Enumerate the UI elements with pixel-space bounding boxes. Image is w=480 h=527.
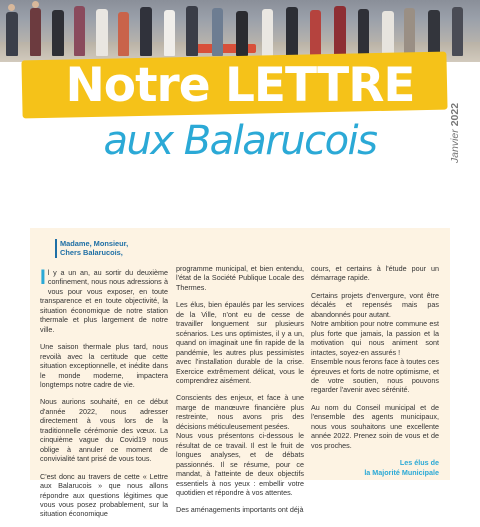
letter-salutation <box>55 239 180 258</box>
letter-paragraph: Notre ambition pour notre commune est plus forte que jamais, la passion et la motivation qui nous animent sont intactes, soyez-en assurés ! <box>311 319 439 357</box>
letter-paragraph: C'est donc au travers de cette « Lettre aux Balarucois » que nous allons répondre aux questions légitimes que vous vous posez probablement, sur la situation économique <box>40 471 168 519</box>
letter-paragraph: Nous vous présentons ci-dessous le résultat de ce travail. Il est le fruit de longues analyses, et de débats passionnés. Il se résume, pour ce mandat, à l'atteinte de deux objectifs essentiels à nos yeux : embellir votre quotidien et répondre à vos attentes. <box>176 431 304 497</box>
letter-paragraph: Certains projets d'envergure, vont être décalés et repensés mais pas abandonnés pour autant. <box>311 290 439 319</box>
page-title: Notre LETTRE <box>65 58 415 113</box>
page-subtitle: aux Balarucois <box>103 118 377 164</box>
signature-line: la Majorité Municipale <box>364 467 439 477</box>
letter-column-2 <box>176 264 304 523</box>
letter-paragraph: Nous aurions souhaité, en ce début d'année 2022, nous adresser directement à vous lors de la traditionnelle cérémonie des vœux. La cinquième vague du Covid19 nous oblige à annuler ce moment de convivialité tant prisé de vous tous. <box>40 397 168 464</box>
letter-signature <box>311 458 439 477</box>
letter-paragraph: Il y a un an, au sortir du deuxième confinement, nous nous adressions à vous pour vous exposer, en toute transparence et en toute objectivité, la situation économique de notre station thermale et plus largement de notre ville. <box>40 266 168 334</box>
letter-paragraph: Conscients des enjeux, et face à une marge de manœuvre financière plus restreinte, nous avons pris des décisions méticuleusement pesées. <box>176 393 304 431</box>
salutation-line: Madame, Monsieur, <box>60 239 129 248</box>
letter-column-1 <box>40 268 168 527</box>
letter-paragraph: Ensemble nous ferons face à toutes ces épreuves et forts de notre optimisme, et de votre soutien, nous pouvons regarder l'avenir avec sérénité. <box>311 357 439 395</box>
letter-column-3 <box>311 264 439 477</box>
letter-paragraph: Au nom du Conseil municipal et de l'ensemble des agents municipaux, nous vous souhaitons une excellente année 2022. Prenez soin de vous et de vos proches. <box>311 402 439 450</box>
dropcap: I <box>40 266 46 289</box>
letter-paragraph: Une saison thermale plus tard, nous revoilà avec la certitude que cette situation exceptionnelle, et inédite dans le monde moderne, impactera longtemps notre cadre de vie. <box>40 342 168 389</box>
letter-paragraph: Des aménagements importants ont déjà <box>176 505 304 515</box>
issue-date <box>447 95 463 175</box>
issue-year: 2022 <box>449 102 461 127</box>
letter-paragraph: cours, et certains à l'étude pour un démarrage rapide. <box>311 264 439 283</box>
letter-paragraph: programme municipal, et bien entendu, l'état de la Société Publique Locale des Thermes. <box>176 264 304 292</box>
salutation-line: Chers Balarucois, <box>60 248 123 258</box>
issue-month: Janvier <box>449 129 461 164</box>
letter-paragraph: Les élus, bien épaulés par les services de la Ville, n'ont eu de cesse de travailler longuement sur plusieurs scénarios. Les uns optimistes, il y a un, quand on imaginait une fin rapide de la pandémie, les autres plus pessimistes avec l'installation durable de la crise. Exercice extrêmement délicat, vous le comprendrez aisément. <box>176 300 304 385</box>
signature-line: Les élus de <box>399 458 439 468</box>
